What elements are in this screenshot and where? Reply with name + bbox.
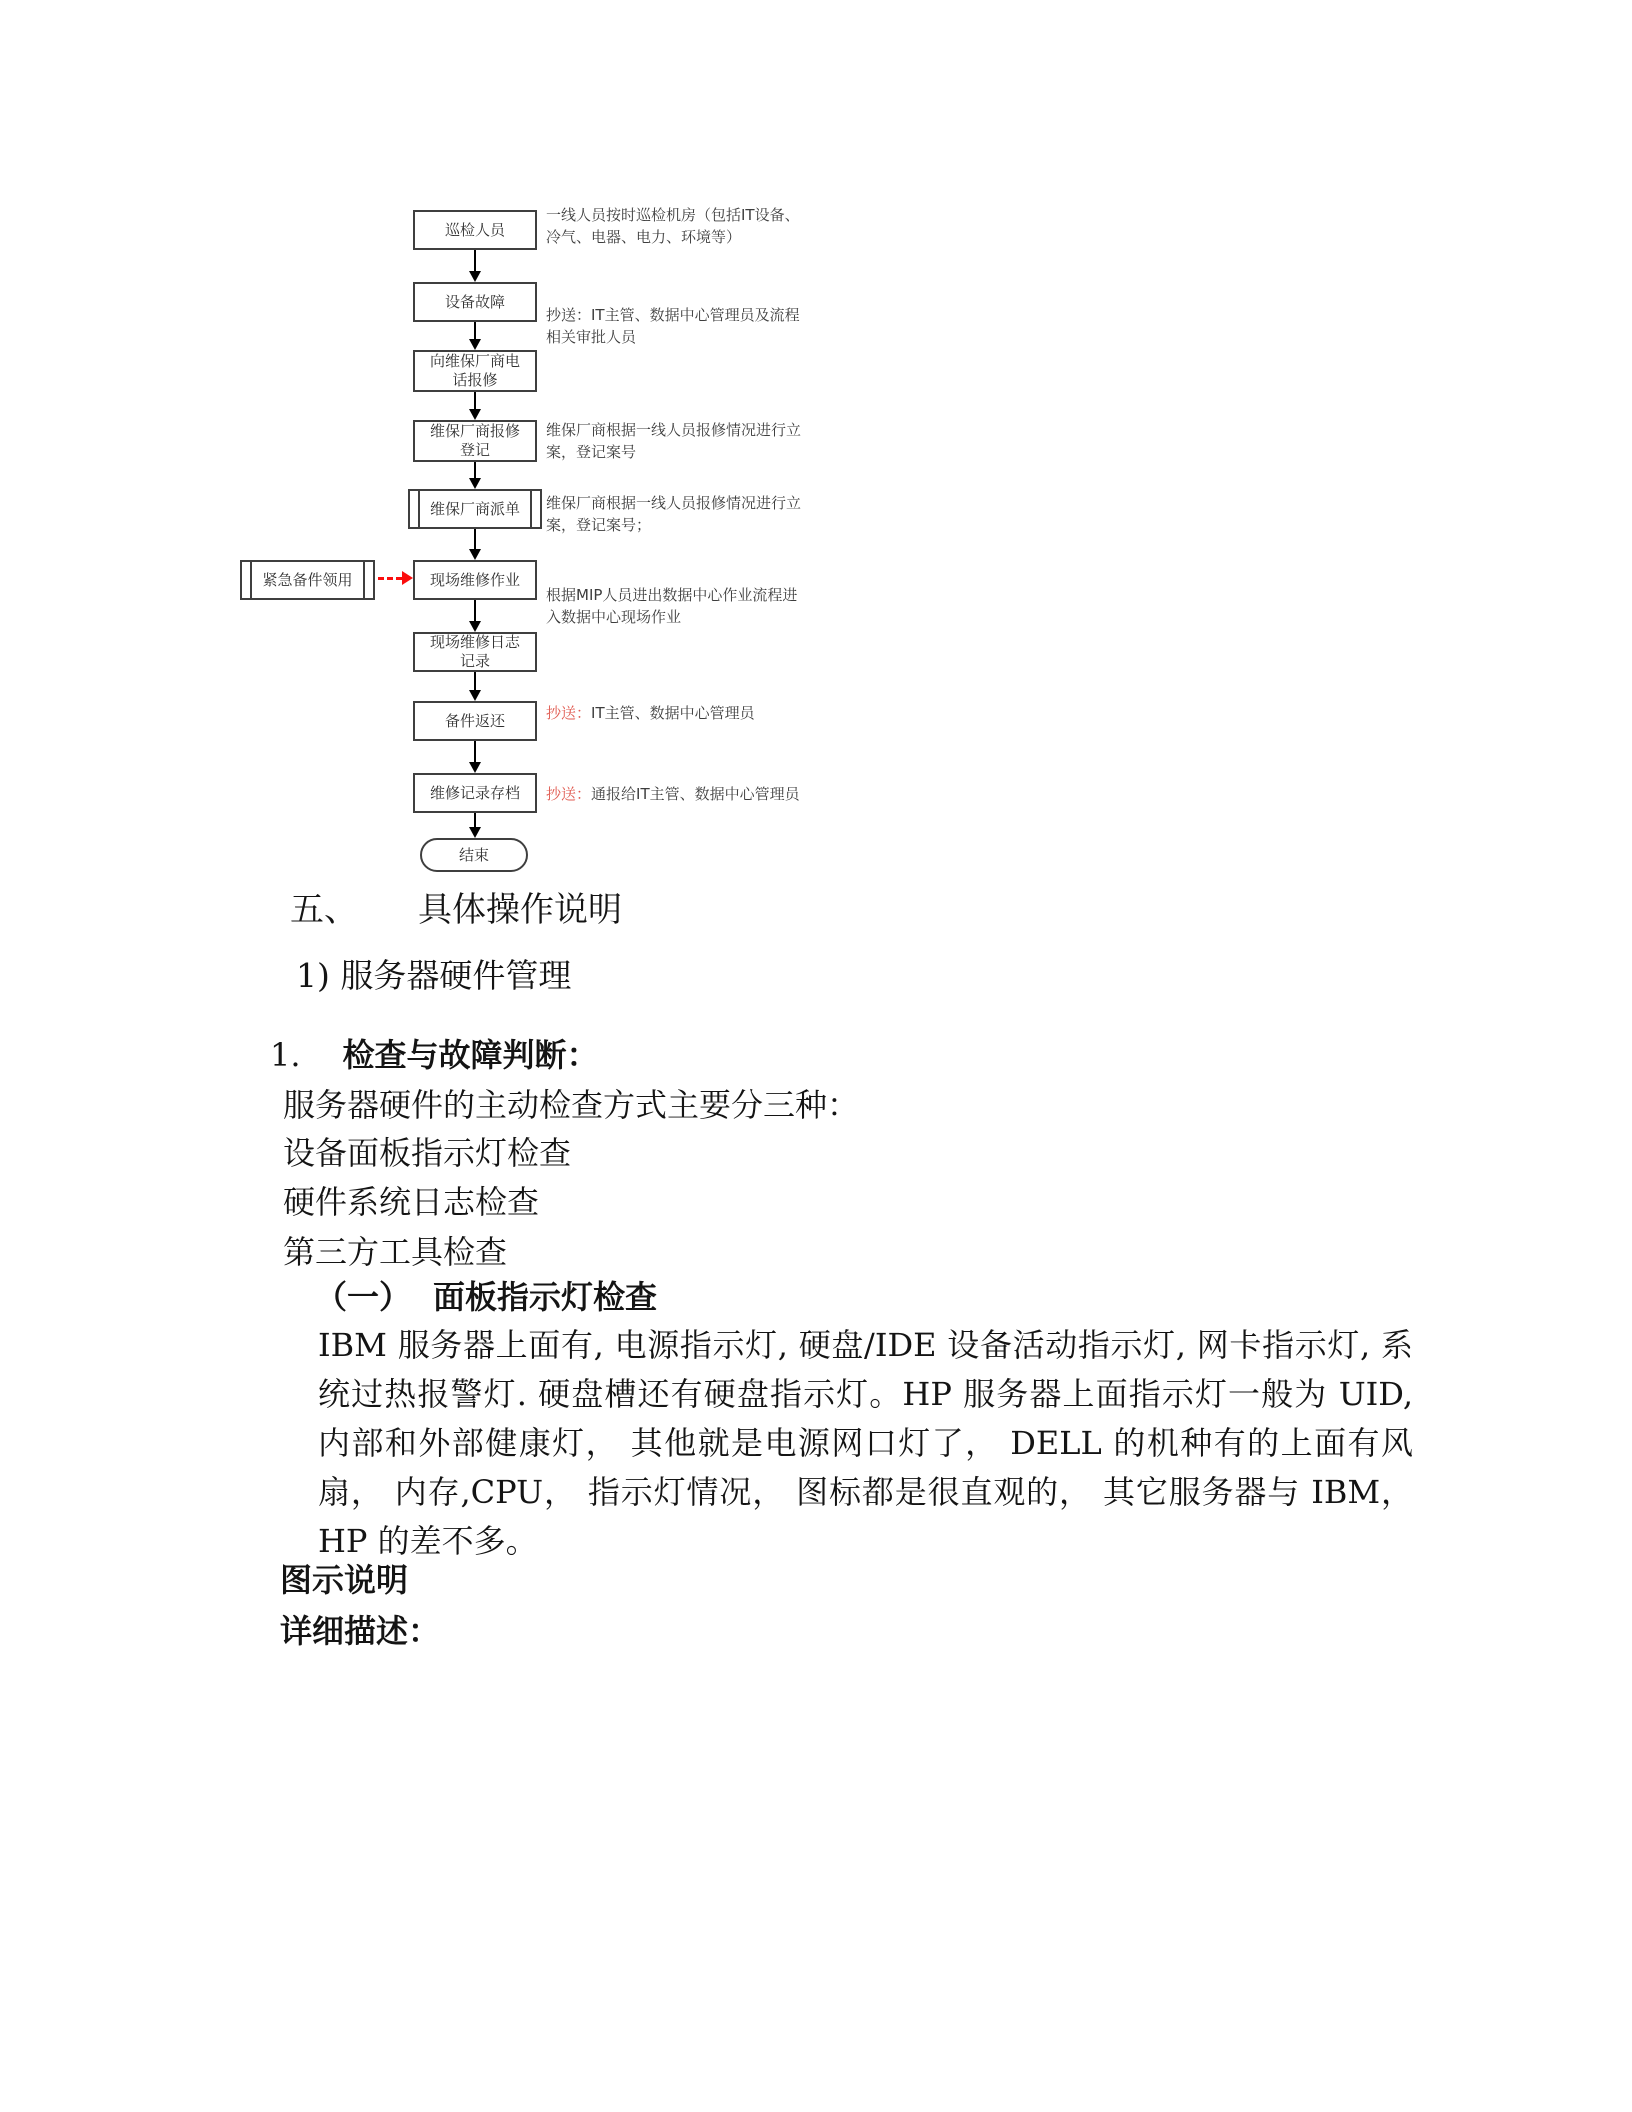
flow-annotation: 抄送：IT主管、数据中心管理员 — [546, 704, 755, 722]
section-title: 具体操作说明 — [418, 890, 622, 930]
body-line: 第三方工具检查 — [283, 1233, 508, 1271]
flow-node-vendor-dispatch: 维保厂商派单 — [408, 489, 542, 529]
flow-annotation: 维保厂商根据一线人员报修情况进行立案，登记案号 — [546, 421, 802, 461]
red-dashed-arrow-icon — [378, 577, 402, 580]
body-line: 设备面板指示灯检查 — [283, 1134, 572, 1172]
caption-detail-note: 详细描述： — [280, 1612, 441, 1650]
flow-node-onsite-repair: 现场维修作业 — [413, 560, 537, 600]
flow-arrow-down-icon — [474, 462, 476, 479]
flow-node-repair-log: 现场维修日志记录 — [413, 632, 537, 672]
flow-arrow-down-icon — [474, 322, 476, 340]
flow-arrow-down-icon — [474, 529, 476, 550]
flow-node-emergency-parts: 紧急备件领用 — [240, 560, 375, 600]
item-number: 1. — [270, 1036, 301, 1074]
sub-item-title: 面板指示灯检查 — [433, 1278, 658, 1316]
flow-annotation: 维保厂商根据一线人员报修情况进行立案，登记案号； — [546, 494, 802, 534]
flow-annotation: 一线人员按时巡检机房（包括IT设备、冷气、电器、电力、环境等） — [546, 206, 800, 246]
flow-node-inspector: 巡检人员 — [413, 210, 537, 250]
flow-node-record-archive: 维修记录存档 — [413, 773, 537, 813]
section-heading — [290, 882, 622, 931]
flow-node-phone-repair-request: 向维保厂商电话报修 — [413, 350, 537, 392]
flow-arrow-down-icon — [474, 392, 476, 410]
flow-annotation: 根据MIP人员进出数据中心作业流程进入数据中心现场作业 — [546, 586, 798, 626]
item-title: 检查与故障判断： — [342, 1036, 599, 1074]
flow-arrow-down-icon — [474, 813, 476, 828]
subsection-heading: 1) 服务器硬件管理 — [296, 956, 572, 995]
section-number: 五、 — [290, 890, 358, 930]
body-paragraph: IBM 服务器上面有, 电源指示灯, 硬盘/IDE 设备活动指示灯, 网卡指示灯, 系统过热报警灯. 硬盘槽还有硬盘指示灯。HP 服务器上面指示灯一般为 UID, 内部和外部健康灯， 其他就是电源网口灯了， DELL 的机种有的上面有风扇， 内存,CPU， 指示灯情况， 图标都是很直观的， 其它服务器与 IBM， HP 的差不多。 — [318, 1326, 1413, 1560]
flow-arrow-down-icon — [474, 250, 476, 272]
flow-node-vendor-registration: 维保厂商报修登记 — [413, 420, 537, 462]
flow-node-end: 结束 — [420, 838, 528, 872]
flow-arrow-down-icon — [474, 600, 476, 622]
flow-node-equipment-failure: 设备故障 — [413, 282, 537, 322]
caption-diagram-note: 图示说明 — [280, 1561, 409, 1599]
flow-node-parts-return: 备件返还 — [413, 701, 537, 741]
flow-arrow-down-icon — [474, 672, 476, 691]
flow-annotation: 抄送：通报给IT主管、数据中心管理员 — [546, 785, 800, 803]
flow-annotation: 抄送：IT主管、数据中心管理员及流程相关审批人员 — [546, 306, 800, 346]
body-line: 服务器硬件的主动检查方式主要分三种： — [283, 1086, 860, 1124]
sub-item-heading — [315, 1272, 657, 1318]
sub-item-number: （一） — [315, 1278, 412, 1316]
item-heading — [270, 1030, 599, 1076]
flow-arrow-down-icon — [474, 741, 476, 763]
body-line: 硬件系统日志检查 — [283, 1183, 540, 1221]
